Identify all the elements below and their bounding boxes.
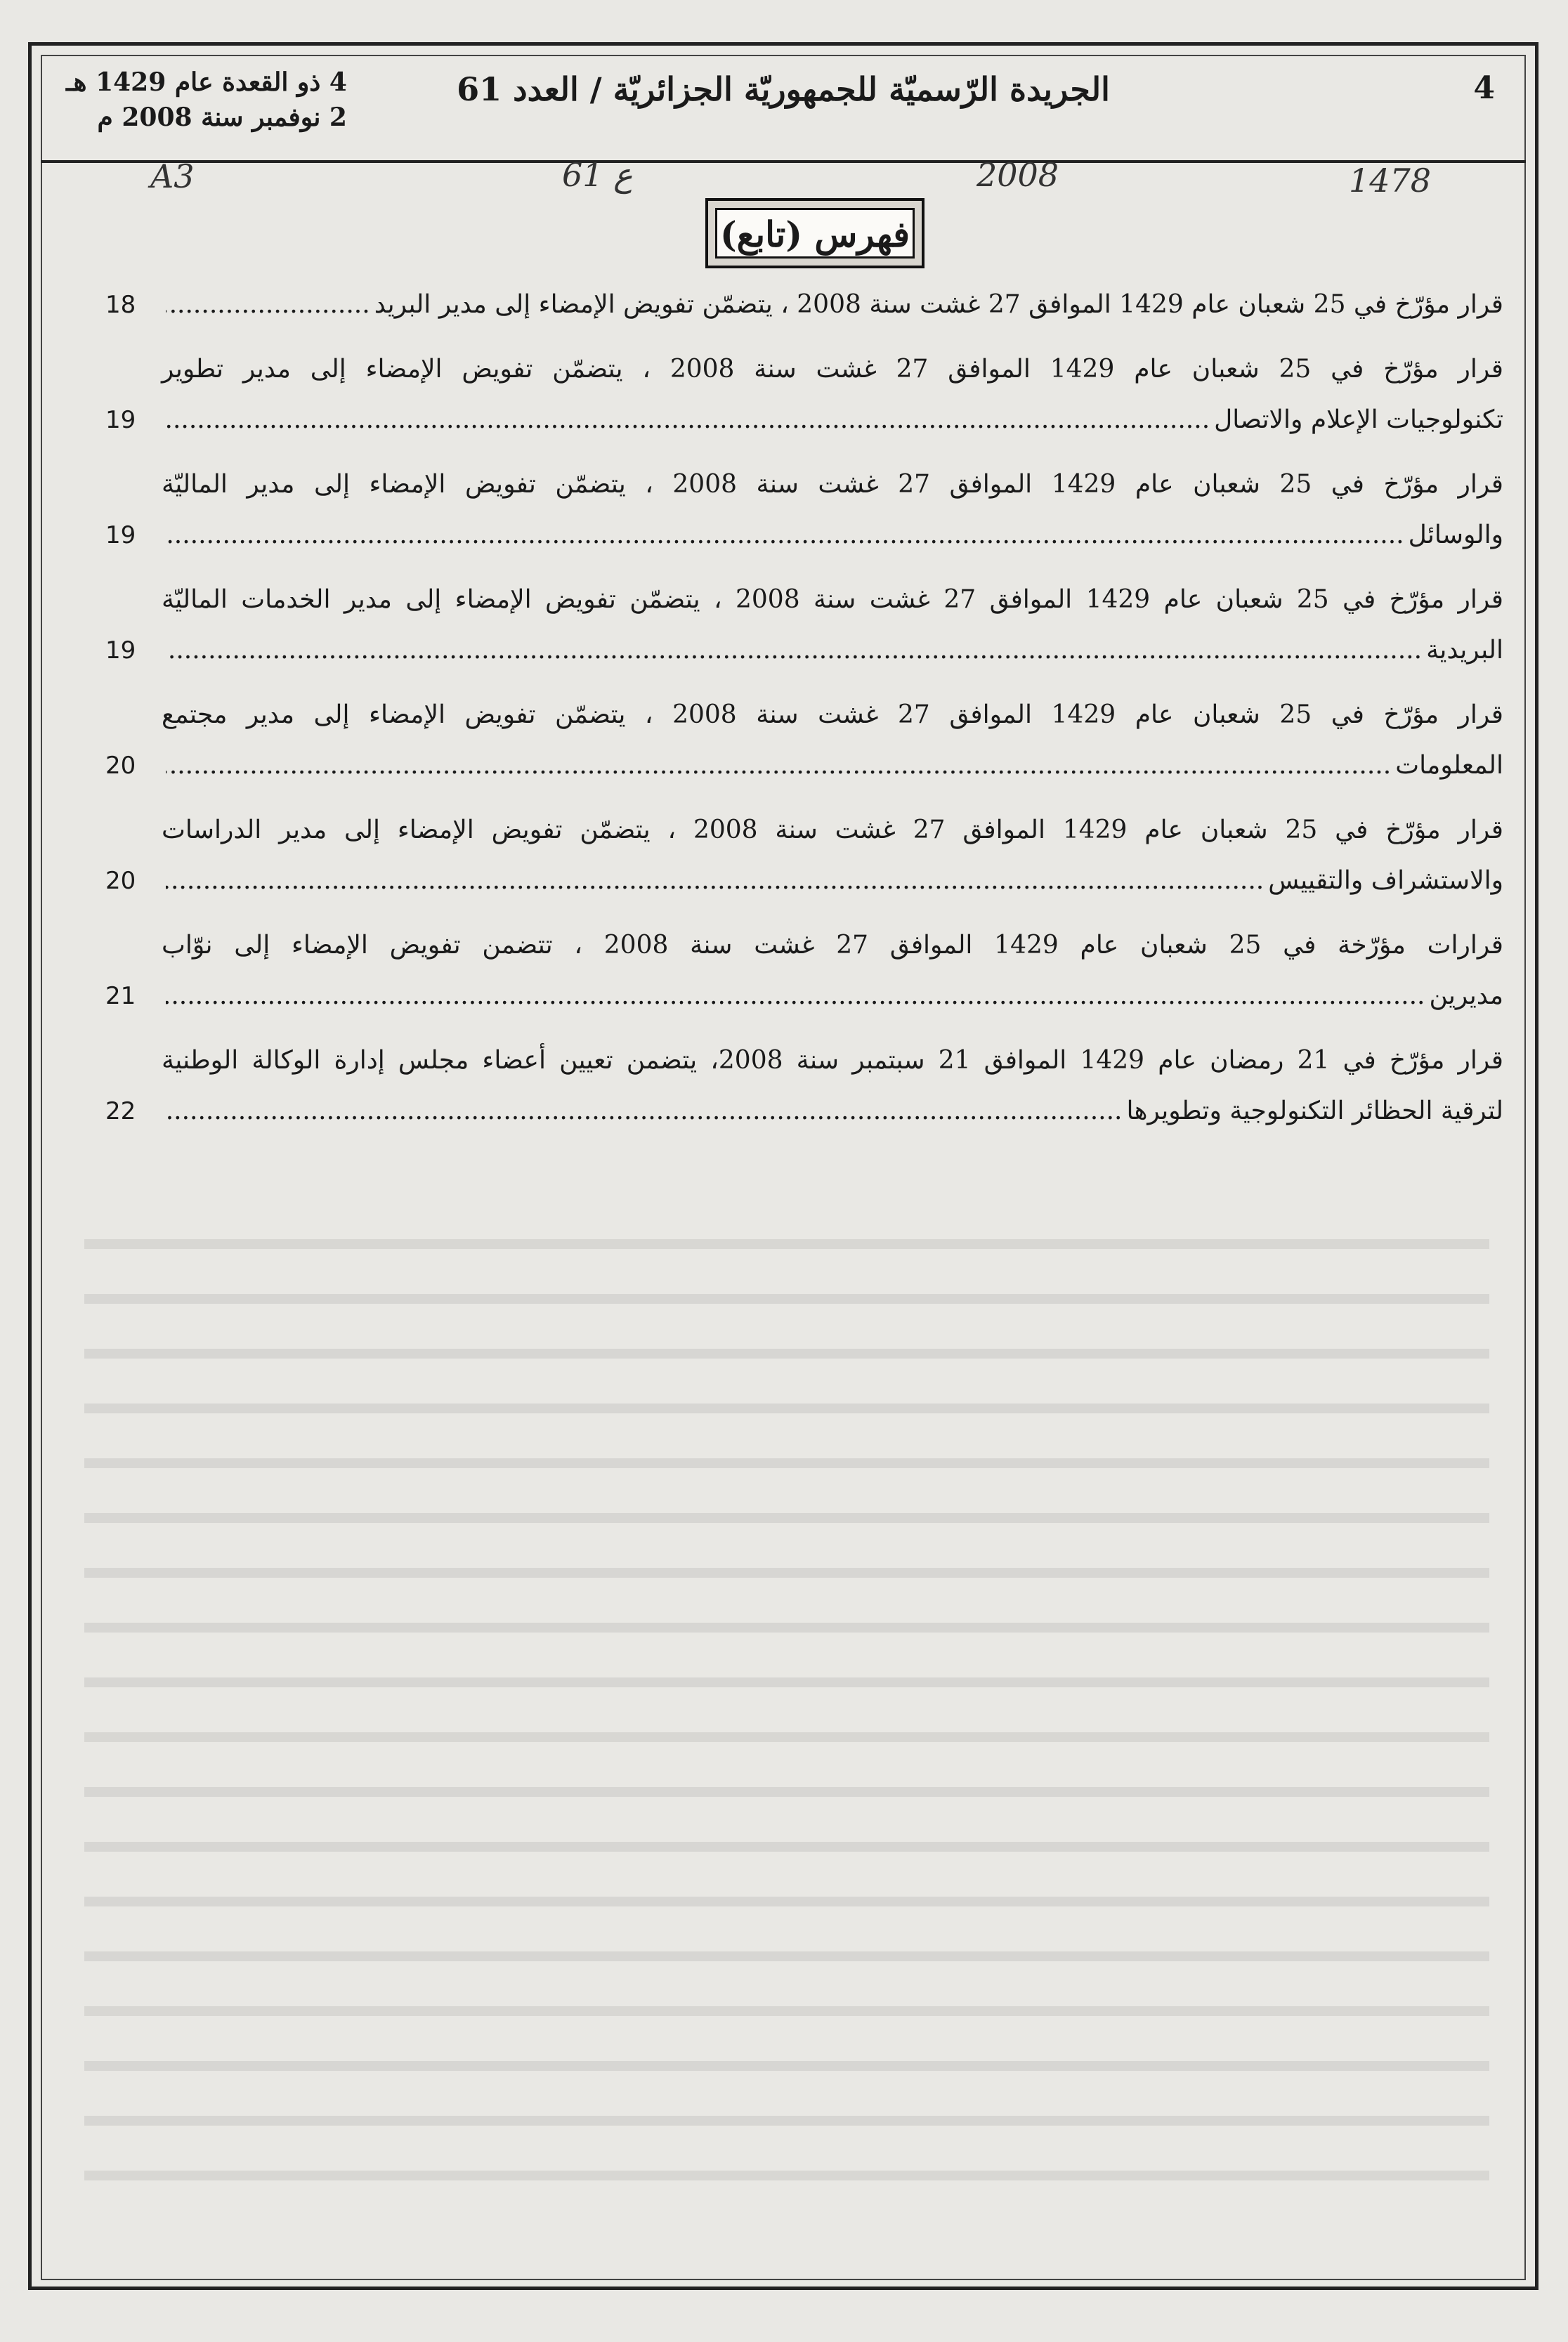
leader-dots <box>166 510 1404 561</box>
index-title: فهرس (تابع) <box>715 208 915 259</box>
entry-page-number: 19 <box>105 406 136 434</box>
entry-page-number: 19 <box>105 636 136 665</box>
entry-line: لترقية الحظائر التكنولوجية وتطويرها ..... <box>162 1086 1503 1137</box>
page-number: 4 <box>1473 70 1495 106</box>
entry-line: مديرين ..... <box>162 971 1503 1021</box>
entry-line: قرار مؤرّخ في 25 شعبان عام 1429 الموافق 27 غشت سنة 2008 ، يتضمّن تفويض الإمضاء إلى مدير الماليّة <box>162 470 1503 499</box>
entry-line: قرار مؤرّخ في 21 رمضان عام 1429 الموافق 21 سبتمبر سنة 2008، يتضمن تعيين أعضاء مجلس إدارة الوكالة الوطنية <box>162 1046 1503 1075</box>
entry-line: والوسائل ..... <box>162 510 1503 561</box>
gazette-title: الجريدة الرّسميّة للجمهوريّة الجزائريّة / العدد 61 <box>457 70 1110 108</box>
entry-line: تكنولوجيات الإعلام والاتصال ..... <box>162 395 1503 445</box>
index-entries <box>105 280 1503 1151</box>
entry-line: قرار مؤرّخ في 25 شعبان عام 1429 الموافق 27 غشت سنة 2008 ، يتضمّن تفويض الإمضاء إلى مدير الخدمات الماليّة <box>162 585 1503 614</box>
index-entry <box>105 459 1503 561</box>
index-title-box <box>705 198 925 268</box>
leader-dots <box>166 395 1210 445</box>
entry-page-number: 18 <box>105 291 136 319</box>
entry-line: والاستشراف والتقييس ..... <box>162 856 1503 906</box>
index-entry <box>105 280 1503 330</box>
index-entry <box>105 575 1503 676</box>
header-dates <box>66 65 347 135</box>
date-hijri: 4 ذو القعدة عام 1429 هـ <box>66 67 347 97</box>
entry-line: قرار مؤرّخ في 25 شعبان عام 1429 الموافق 27 غشت سنة 2008 ، يتضمّن تفويض الإمضاء إلى مدير مجتمع <box>162 700 1503 729</box>
leader-dots <box>166 856 1264 906</box>
date-gregorian: 2 نوفمبر سنة 2008 م <box>97 103 347 132</box>
index-entry <box>105 690 1503 791</box>
index-entry <box>105 344 1503 445</box>
entry-page-number: 22 <box>105 1097 136 1125</box>
entry-line: قرار مؤرّخ في 25 شعبان عام 1429 الموافق 27 غشت سنة 2008 ، يتضمّن تفويض الإمضاء إلى مدير تطوير <box>162 355 1503 384</box>
gazette-header <box>41 55 1526 163</box>
entry-page-number: 20 <box>105 867 136 895</box>
entry-line: قرارات مؤرّخة في 25 شعبان عام 1429 الموافق 27 غشت سنة 2008 ، تتضمن تفويض الإمضاء إلى نوّاب <box>162 931 1504 960</box>
entry-line: قرار مؤرّخ في 25 شعبان عام 1429 الموافق 27 غشت سنة 2008 ، يتضمّن تفويض الإمضاء إلى مدير البريد ..... <box>162 280 1503 330</box>
entry-page-number: 20 <box>105 752 136 780</box>
entry-line: المعلومات ..... <box>162 740 1503 791</box>
handwritten-note-issue: 61 ع <box>562 156 633 194</box>
entry-page-number: 21 <box>105 982 136 1010</box>
index-entry <box>105 805 1503 906</box>
entry-line: البريدية ..... <box>162 625 1503 676</box>
leader-dots <box>166 1086 1122 1137</box>
entry-line: قرار مؤرّخ في 25 شعبان عام 1429 الموافق 27 غشت سنة 2008 ، يتضمّن تفويض الإمضاء إلى مدير الدراسات <box>162 816 1503 844</box>
index-entry <box>105 920 1503 1021</box>
entry-page-number: 19 <box>105 521 136 549</box>
leader-dots <box>166 740 1391 791</box>
index-entry <box>105 1035 1503 1137</box>
handwritten-note-a3: A3 <box>150 157 195 195</box>
leader-dots <box>166 280 370 330</box>
handwritten-note-number: 1478 <box>1349 162 1432 199</box>
bleed-through-background <box>84 1194 1489 2234</box>
leader-dots <box>166 625 1422 676</box>
leader-dots <box>166 971 1425 1021</box>
handwritten-note-year: 2008 <box>976 156 1059 194</box>
